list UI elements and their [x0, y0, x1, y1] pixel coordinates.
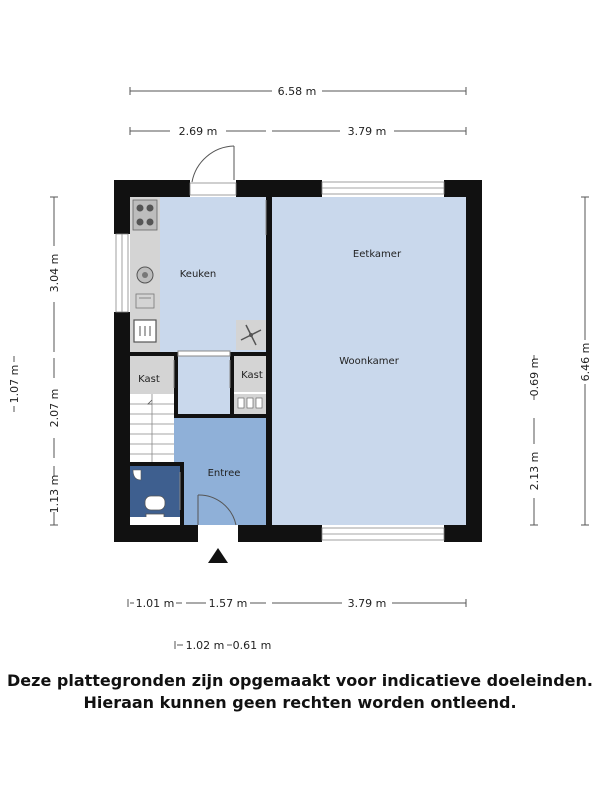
dim-label-left-outer: 1.07 m: [8, 364, 21, 404]
entrance-arrow-icon: [208, 548, 228, 563]
dim-label-bottom2-1: 1.02 m: [185, 639, 225, 652]
dim-label-bottom-1: 1.01 m: [135, 597, 175, 610]
fan-icon: [236, 320, 266, 350]
dim-label-left-middle: 2.07 m: [48, 388, 61, 428]
oven-icon: [134, 320, 156, 342]
room-label-woonkamer: Woonkamer: [339, 356, 399, 367]
meter-icon: [238, 398, 262, 408]
dim-label-right-total: 6.46 m: [579, 342, 592, 382]
dimension-bottom: [128, 597, 466, 610]
toilet-icon: [145, 496, 165, 520]
dimension-left: [48, 197, 61, 525]
dimension-left-outer: [8, 356, 21, 412]
room-label-entree: Entree: [207, 468, 241, 479]
dim-label-bottom-3: 3.79 m: [347, 597, 387, 610]
dimension-bottom-second: [175, 639, 271, 652]
dim-label-right-lower: 2.13 m: [528, 451, 541, 491]
dimension-top-parts: [130, 125, 466, 138]
room-label-keuken: Keuken: [179, 269, 217, 280]
dim-label-right-upper: 0.69 m: [528, 357, 541, 397]
sink-icon: [137, 267, 153, 283]
dim-label-bottom2-2: 0.61 m: [232, 639, 272, 652]
dim-label-top-right: 3.79 m: [347, 125, 387, 138]
dimension-right: [528, 197, 592, 525]
dimension-top-total: [130, 85, 466, 98]
room-label-kast-left: Kast: [138, 374, 160, 385]
dim-label-left-lower: 1.13 m: [48, 474, 61, 514]
dim-label-top-left: 2.69 m: [178, 125, 218, 138]
dim-label-left-upper: 3.04 m: [48, 253, 61, 293]
dim-label-top-total: 6.58 m: [277, 85, 317, 98]
room-label-kast-right: Kast: [241, 370, 263, 381]
dim-label-bottom-2: 1.57 m: [208, 597, 248, 610]
disclaimer: [0, 670, 600, 714]
disclaimer-line-1: Deze plattegronden zijn opgemaakt voor indicatieve doeleinden.: [7, 671, 593, 690]
room-label-eetkamer: Eetkamer: [352, 249, 402, 260]
hall-floor: [178, 356, 230, 414]
stove-icon: [133, 200, 157, 230]
disclaimer-line-2: Hieraan kunnen geen rechten worden ontleend.: [83, 693, 517, 712]
